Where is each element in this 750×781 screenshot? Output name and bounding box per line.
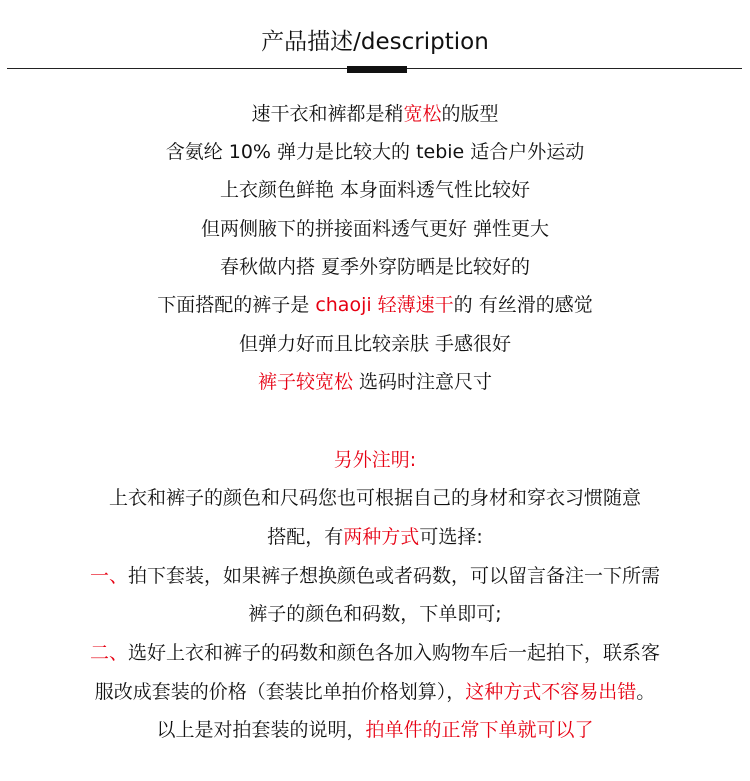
notes-option-1-marker: 一、: [89, 565, 128, 587]
desc-line-8: [0, 369, 750, 395]
desc-line-1-c: 的版型: [441, 103, 499, 125]
desc-line-4: 但两侧腋下的拼接面料透气更好 弹性更大: [200, 218, 550, 240]
notes-line-2: [0, 524, 750, 550]
notes-line-1: 上衣和裤子的颜色和尺码您也可根据自己的身材和穿衣习惯随意: [108, 487, 641, 509]
notes-line-6-a: 服改成套装的价格（套装比单拍价格划算），: [94, 681, 466, 703]
desc-line-1-a: 速干衣和裤都是稍: [251, 103, 404, 125]
notes-line-2-highlight: 两种方式: [343, 526, 420, 548]
notes-line-7-a: 以上是对拍套装的说明，: [156, 719, 366, 741]
desc-line-2: 含氨纶 10% 弹力是比较大的 tebie 适合户外运动: [165, 141, 585, 163]
title-accent-bar: [347, 66, 407, 73]
desc-line-6-highlight: chaoji 轻薄速干: [315, 294, 454, 316]
section-title: 产品描述/description: [261, 29, 489, 55]
desc-line-8-highlight: 裤子较宽松: [257, 371, 353, 393]
notes-line-6-highlight: 这种方式不容易出错: [465, 681, 637, 703]
notes-line-3-b: 拍下套装，如果裤子想换颜色或者码数，可以留言备注一下所需: [128, 565, 661, 587]
notes-title: 另外注明:: [333, 449, 417, 471]
notes-line-6: [0, 679, 750, 705]
notes-line-6-c: 。: [636, 681, 656, 703]
desc-line-6-a: 下面搭配的裤子是: [157, 294, 316, 316]
notes-line-5-b: 选好上衣和裤子的码数和颜色各加入购物车后一起拍下，联系客: [128, 642, 661, 664]
desc-line-5: 春秋做内搭 夏季外穿防晒是比较好的: [219, 256, 531, 278]
notes-option-2-marker: 二、: [89, 642, 128, 664]
notes-line-2-c: 可选择:: [419, 526, 483, 548]
notes-line-3: [0, 563, 750, 589]
desc-line-6-c: 的 有丝滑的感觉: [453, 294, 593, 316]
notes-line-7-highlight: 拍单件的正常下单就可以了: [365, 719, 594, 741]
notes-line-4: 裤子的颜色和码数，下单即可;: [248, 603, 502, 625]
notes-line-7: [0, 717, 750, 743]
desc-line-7: 但弹力好而且比较亲肤 手感很好: [238, 333, 512, 355]
notes-line-5: [0, 640, 750, 666]
desc-line-1: [0, 101, 750, 127]
desc-line-8-b: 选码时注意尺寸: [352, 371, 493, 393]
desc-line-3: 上衣颜色鲜艳 本身面料透气性比较好: [219, 179, 531, 201]
desc-line-6: [0, 292, 750, 318]
desc-line-1-highlight: 宽松: [403, 103, 442, 125]
notes-line-2-a: 搭配，有: [267, 526, 344, 548]
